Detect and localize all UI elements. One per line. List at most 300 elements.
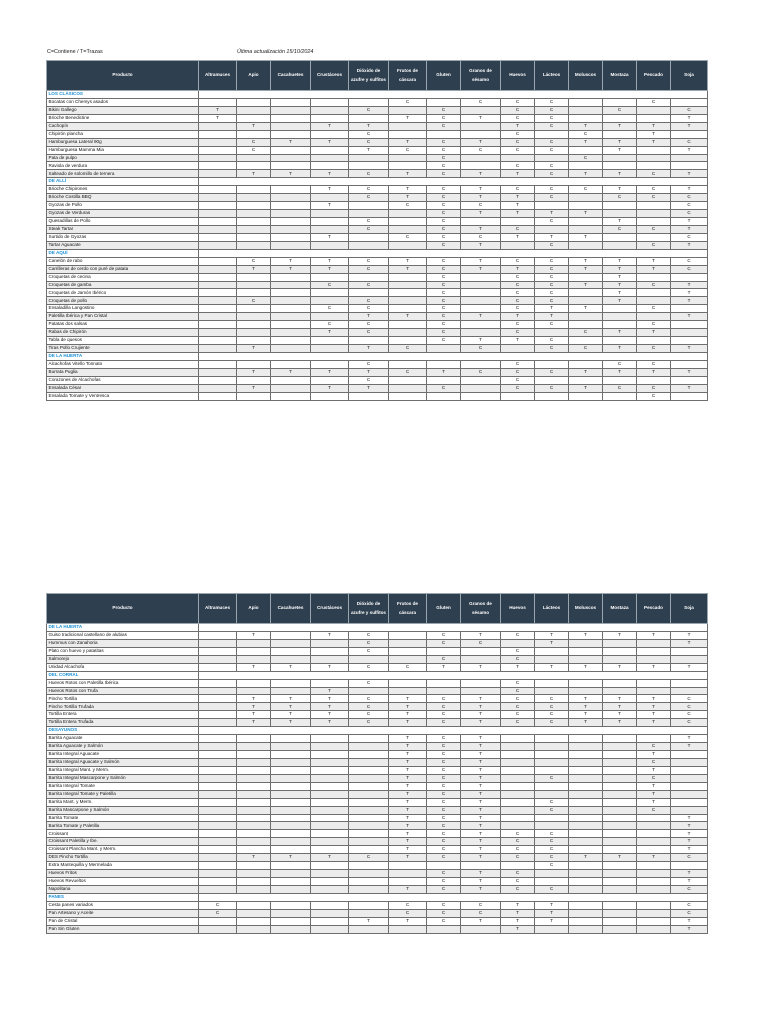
allergen-cell: C [349, 321, 389, 329]
allergen-cell: T [671, 186, 708, 194]
allergen-cell [271, 766, 311, 774]
allergen-cell [237, 774, 271, 782]
table-row [47, 679, 708, 687]
allergen-cell [311, 345, 349, 353]
allergen-cell: C [349, 194, 389, 202]
allergen-cell [569, 917, 603, 925]
allergen-cell [603, 162, 637, 170]
product-name: Tabla de quesos [47, 337, 199, 345]
allergen-cell [603, 901, 637, 909]
allergen-cell: C [535, 885, 569, 893]
allergen-cell: T [237, 122, 271, 130]
allergen-cell [501, 392, 535, 400]
allergen-cell [349, 901, 389, 909]
allergen-cell: T [671, 170, 708, 178]
allergen-cell: T [461, 337, 501, 345]
allergen-cell [389, 392, 427, 400]
table-row [47, 194, 708, 202]
allergen-cell: T [603, 703, 637, 711]
allergen-cell [569, 337, 603, 345]
allergen-cell [199, 281, 237, 289]
allergen-cell [637, 218, 671, 226]
allergen-cell: T [461, 663, 501, 671]
allergen-cell: T [671, 735, 708, 743]
allergen-cell [199, 98, 237, 106]
allergen-cell: T [603, 281, 637, 289]
table-row [47, 297, 708, 305]
allergen-cell [637, 154, 671, 162]
allergen-cell [271, 241, 311, 249]
allergen-cell [349, 114, 389, 122]
allergen-cell: T [237, 631, 271, 639]
allergen-cell [311, 862, 349, 870]
allergen-cell: C [427, 814, 461, 822]
allergen-cell [535, 766, 569, 774]
product-name: Surtido de Gyozas [47, 233, 199, 241]
allergen-cell: C [535, 241, 569, 249]
allergen-cell [461, 122, 501, 130]
allergen-cell [271, 846, 311, 854]
allergen-cell [501, 774, 535, 782]
allergen-cell [569, 98, 603, 106]
allergen-cell [569, 901, 603, 909]
allergen-cell: T [461, 114, 501, 122]
column-header: Gluten [427, 61, 461, 91]
allergen-cell: T [637, 329, 671, 337]
allergen-cell [603, 687, 637, 695]
allergen-cell: T [603, 854, 637, 862]
allergen-cell: C [427, 297, 461, 305]
allergen-cell: T [311, 368, 349, 376]
allergen-cell [349, 687, 389, 695]
allergen-cell [311, 210, 349, 218]
table-row [47, 321, 708, 329]
allergen-cell: C [637, 384, 671, 392]
product-name: Huevos Fritos [47, 870, 199, 878]
allergen-cell: C [427, 830, 461, 838]
table-row [47, 925, 708, 933]
allergen-cell: T [349, 368, 389, 376]
product-name: Barrita Mant. y Merm. [47, 798, 199, 806]
allergen-cell [271, 281, 311, 289]
allergen-cell [569, 647, 603, 655]
allergen-cell: C [349, 106, 389, 114]
table-row [47, 170, 708, 178]
allergen-cell: C [535, 695, 569, 703]
allergen-cell [501, 758, 535, 766]
allergen-cell: C [349, 170, 389, 178]
table-row [47, 830, 708, 838]
allergen-cell [535, 822, 569, 830]
allergen-cell [199, 878, 237, 886]
allergen-cell [569, 846, 603, 854]
allergen-cell [271, 130, 311, 138]
allergen-cell [237, 273, 271, 281]
table-row [47, 313, 708, 321]
table-row [47, 225, 708, 233]
allergen-cell [311, 925, 349, 933]
allergen-cell [603, 885, 637, 893]
allergen-cell: T [389, 766, 427, 774]
allergen-cell [199, 631, 237, 639]
allergen-cell [535, 751, 569, 759]
allergen-cell [349, 885, 389, 893]
allergen-cell: T [461, 758, 501, 766]
table-row [47, 798, 708, 806]
allergen-cell [199, 711, 237, 719]
allergen-cell [569, 766, 603, 774]
allergen-cell: C [535, 218, 569, 226]
allergen-cell: C [637, 774, 671, 782]
allergen-cell: T [389, 885, 427, 893]
allergen-cell [603, 814, 637, 822]
allergen-cell [535, 154, 569, 162]
table-row [47, 774, 708, 782]
allergen-cell: T [271, 719, 311, 727]
allergen-cell [535, 870, 569, 878]
product-name: Croissant [47, 830, 199, 838]
allergen-cell: T [535, 233, 569, 241]
table-row [47, 392, 708, 400]
allergen-cell [569, 321, 603, 329]
allergen-cell [271, 885, 311, 893]
allergen-cell: C [461, 98, 501, 106]
allergen-cell [671, 687, 708, 695]
allergen-cell [311, 782, 349, 790]
allergen-cell [271, 218, 311, 226]
allergen-cell: C [349, 854, 389, 862]
allergen-cell [349, 822, 389, 830]
allergen-cell: C [427, 265, 461, 273]
allergen-cell [311, 639, 349, 647]
allergen-cell [603, 806, 637, 814]
product-name: Salmorejo [47, 655, 199, 663]
allergen-cell [199, 838, 237, 846]
allergen-cell: C [501, 870, 535, 878]
product-name: Brioche Benedictine [47, 114, 199, 122]
allergen-cell [311, 297, 349, 305]
product-name: Extra Mantequilla y Mermelada [47, 862, 199, 870]
allergen-cell: T [461, 806, 501, 814]
allergen-cell: C [349, 631, 389, 639]
allergen-cell [271, 814, 311, 822]
section-row [47, 352, 708, 360]
product-name: Pata de pulpo [47, 154, 199, 162]
allergen-cell: C [501, 273, 535, 281]
allergen-cell: T [671, 368, 708, 376]
allergen-cell: T [389, 917, 427, 925]
allergen-cell: C [535, 114, 569, 122]
allergen-cell [535, 655, 569, 663]
allergen-cell [237, 337, 271, 345]
allergen-cell: C [427, 901, 461, 909]
allergen-cell: T [671, 122, 708, 130]
product-name: Chipirón plancha [47, 130, 199, 138]
allergen-cell [349, 202, 389, 210]
allergen-cell [535, 360, 569, 368]
allergen-cell [311, 774, 349, 782]
allergen-cell [535, 202, 569, 210]
allergen-cell [671, 130, 708, 138]
allergen-cell [199, 695, 237, 703]
allergen-cell [603, 210, 637, 218]
allergen-cell [237, 846, 271, 854]
allergen-cell: C [637, 360, 671, 368]
allergen-cell: T [637, 695, 671, 703]
allergen-cell: T [461, 743, 501, 751]
allergen-cell: C [501, 854, 535, 862]
allergen-cell [603, 639, 637, 647]
table-header-row [47, 594, 708, 624]
allergen-cell [311, 870, 349, 878]
allergen-cell: C [349, 265, 389, 273]
table-row [47, 631, 708, 639]
product-name: Croquetas de gamba [47, 281, 199, 289]
table-row [47, 846, 708, 854]
allergen-cell: C [427, 289, 461, 297]
allergen-cell [237, 98, 271, 106]
allergen-cell [271, 360, 311, 368]
allergen-cell: T [311, 703, 349, 711]
table-row [47, 265, 708, 273]
allergen-cell: C [569, 154, 603, 162]
allergen-cell [271, 909, 311, 917]
allergen-cell [569, 241, 603, 249]
allergen-cell [603, 870, 637, 878]
allergen-cell: C [427, 186, 461, 194]
allergen-cell: C [311, 305, 349, 313]
table-row [47, 822, 708, 830]
product-name: Pan Sin Gluten [47, 925, 199, 933]
allergen-cell: C [637, 170, 671, 178]
allergen-cell: T [389, 822, 427, 830]
allergen-cell [349, 273, 389, 281]
allergen-cell [311, 830, 349, 838]
column-header: Pescado [637, 61, 671, 91]
table-row [47, 647, 708, 655]
allergen-cell [311, 655, 349, 663]
allergen-cell: T [603, 265, 637, 273]
table-row [47, 782, 708, 790]
allergen-cell [427, 360, 461, 368]
allergen-cell: T [461, 774, 501, 782]
product-name: Gyozas de Pollo [47, 202, 199, 210]
allergen-cell: C [427, 146, 461, 154]
allergen-cell [501, 782, 535, 790]
allergen-cell [237, 806, 271, 814]
allergen-cell [271, 655, 311, 663]
allergen-cell [237, 186, 271, 194]
allergen-cell [271, 329, 311, 337]
allergen-cell: C [569, 186, 603, 194]
product-name: Croquetas de Jamón Ibérico [47, 289, 199, 297]
allergen-cell: C [199, 909, 237, 917]
allergen-cell [237, 830, 271, 838]
allergen-cell [637, 106, 671, 114]
allergen-cell: T [461, 766, 501, 774]
section-label: DESAYUNOS [47, 727, 199, 735]
allergen-cell [569, 639, 603, 647]
allergen-cell [671, 774, 708, 782]
allergen-cell [349, 925, 389, 933]
table-row [47, 703, 708, 711]
allergen-cell: T [237, 170, 271, 178]
allergen-cell: T [501, 210, 535, 218]
allergen-cell [603, 766, 637, 774]
allergen-cell [311, 679, 349, 687]
allergen-cell [199, 273, 237, 281]
allergen-cell [199, 655, 237, 663]
allergen-cell: T [603, 146, 637, 154]
allergen-cell [569, 202, 603, 210]
allergen-cell [389, 647, 427, 655]
allergen-cell [603, 321, 637, 329]
allergen-cell [237, 878, 271, 886]
allergen-cell: T [461, 631, 501, 639]
allergen-cell [237, 233, 271, 241]
allergen-cell: C [535, 146, 569, 154]
table-row [47, 838, 708, 846]
column-header: Granos de sésamo [461, 61, 501, 91]
allergen-cell [311, 289, 349, 297]
allergen-cell [535, 376, 569, 384]
allergen-cell [199, 830, 237, 838]
allergen-cell: C [637, 186, 671, 194]
allergen-cell: T [501, 663, 535, 671]
product-name: Barrita Integral Tomate [47, 782, 199, 790]
allergen-cell [237, 766, 271, 774]
allergen-cell [389, 241, 427, 249]
allergen-cell [427, 679, 461, 687]
allergen-cell: C [501, 360, 535, 368]
allergen-cell [569, 218, 603, 226]
allergen-cell: T [349, 313, 389, 321]
product-name: Canelón de rabo [47, 257, 199, 265]
allergen-cell [569, 758, 603, 766]
allergen-cell [427, 925, 461, 933]
allergen-cell [427, 647, 461, 655]
allergen-cell [603, 233, 637, 241]
allergen-cell [569, 146, 603, 154]
allergen-cell [199, 376, 237, 384]
section-spacer [199, 624, 708, 632]
product-name: Plato con huevo y patatitas [47, 647, 199, 655]
allergen-cell [389, 122, 427, 130]
allergen-cell [461, 130, 501, 138]
allergen-cell: T [461, 798, 501, 806]
allergen-cell [389, 210, 427, 218]
allergen-cell: C [427, 846, 461, 854]
allergen-cell [271, 202, 311, 210]
allergen-cell [501, 751, 535, 759]
allergen-cell: T [603, 719, 637, 727]
allergen-cell [311, 735, 349, 743]
allergen-cell: T [671, 631, 708, 639]
allergen-cell [637, 297, 671, 305]
allergen-cell: C [671, 138, 708, 146]
allergen-cell [427, 392, 461, 400]
allergen-cell: C [461, 368, 501, 376]
allergen-cell: T [603, 329, 637, 337]
allergen-cell [569, 806, 603, 814]
product-name: Patatas dos salsas [47, 321, 199, 329]
allergen-cell: C [535, 703, 569, 711]
product-name: Raviola de verdura [47, 162, 199, 170]
allergen-cell: T [637, 631, 671, 639]
allergen-cell: T [671, 297, 708, 305]
allergen-cell: C [427, 329, 461, 337]
allergen-cell [569, 790, 603, 798]
allergen-cell [389, 289, 427, 297]
product-name: Burrata Puglia [47, 368, 199, 376]
allergen-cell: T [603, 138, 637, 146]
allergen-cell: C [501, 878, 535, 886]
allergen-cell [349, 241, 389, 249]
table-row [47, 186, 708, 194]
allergen-cell: C [389, 368, 427, 376]
allergen-cell: C [427, 798, 461, 806]
section-row [47, 178, 708, 186]
product-name: Barrita Tomate [47, 814, 199, 822]
allergen-cell [671, 98, 708, 106]
allergen-cell [389, 639, 427, 647]
allergen-cell [199, 766, 237, 774]
allergen-cell: C [427, 774, 461, 782]
allergen-cell [199, 130, 237, 138]
allergen-cell: C [535, 194, 569, 202]
allergen-cell [271, 154, 311, 162]
allergen-cell: C [427, 138, 461, 146]
allergen-cell: T [311, 687, 349, 695]
allergen-cell: C [427, 790, 461, 798]
product-name: Quesadillas de Pollo [47, 218, 199, 226]
allergen-cell [311, 806, 349, 814]
allergen-cell: T [311, 138, 349, 146]
allergen-cell [199, 265, 237, 273]
column-header: Lácteos [535, 61, 569, 91]
column-header: Moluscos [569, 594, 603, 624]
allergen-cell: T [671, 114, 708, 122]
allergen-cell [311, 822, 349, 830]
allergen-cell: C [535, 265, 569, 273]
allergen-cell [271, 798, 311, 806]
allergen-cell: C [671, 106, 708, 114]
allergen-cell: T [461, 257, 501, 265]
allergen-cell [389, 870, 427, 878]
allergen-cell: T [671, 345, 708, 353]
allergen-cell [237, 751, 271, 759]
allergen-cell: T [311, 711, 349, 719]
allergen-cell [199, 735, 237, 743]
allergen-cell [311, 376, 349, 384]
allergen-cell [569, 751, 603, 759]
allergen-cell: T [389, 758, 427, 766]
product-name: Pan Artesano y Aceite [47, 909, 199, 917]
allergen-cell [535, 743, 569, 751]
allergen-cell [237, 225, 271, 233]
allergen-cell: C [349, 703, 389, 711]
allergen-cell [501, 743, 535, 751]
allergen-cell [349, 392, 389, 400]
allergen-cell [199, 233, 237, 241]
allergen-cell [199, 194, 237, 202]
allergen-cell: T [311, 186, 349, 194]
allergen-cell [671, 655, 708, 663]
allergen-cell [271, 376, 311, 384]
allergen-cell [237, 376, 271, 384]
column-header: Pescado [637, 594, 671, 624]
allergen-cell: T [311, 257, 349, 265]
